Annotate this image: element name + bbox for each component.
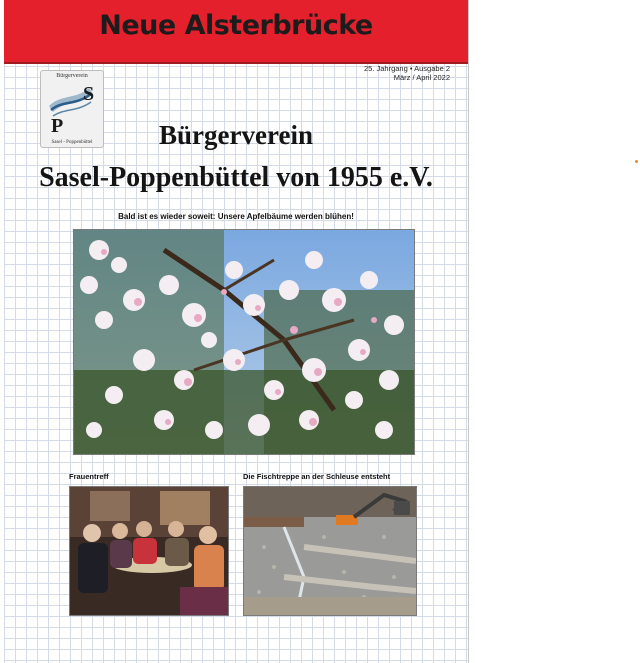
women-group-image <box>70 487 228 615</box>
logo-bottom-text: Sasel - Poppenbüttel <box>51 140 93 145</box>
left-photo-caption: Frauentreff <box>69 472 109 481</box>
newsletter-page <box>4 0 469 663</box>
stray-orange-dot <box>635 160 638 163</box>
headline-line-1: Bürgerverein <box>159 120 313 150</box>
logo-letter-s: S <box>83 83 95 105</box>
fish-ladder-construction-photo <box>243 486 417 616</box>
apple-blossom-image <box>74 230 414 454</box>
fish-ladder-construction-image <box>244 487 416 615</box>
right-photo-caption: Die Fischtreppe an der Schleuse entsteht <box>243 472 391 481</box>
women-group-photo <box>69 486 229 616</box>
issue-info <box>364 64 450 82</box>
issue-volume: 25. Jahrgang • Ausgabe 2 <box>363 64 450 73</box>
apple-blossom-photo <box>73 229 415 455</box>
main-photo-caption: Bald ist es wieder soweit: Unsere Apfelbäume werden blühen! <box>118 212 354 221</box>
headline-line-2: Sasel-Poppenbüttel von 1955 e.V. <box>39 162 433 193</box>
logo-top-text: Bürgerverein <box>56 73 88 79</box>
masthead-title: Neue Alsterbrücke <box>99 10 373 41</box>
logo-letter-p: P <box>51 115 64 136</box>
masthead-banner <box>4 0 468 64</box>
issue-date: März / April 2022 <box>393 73 450 82</box>
